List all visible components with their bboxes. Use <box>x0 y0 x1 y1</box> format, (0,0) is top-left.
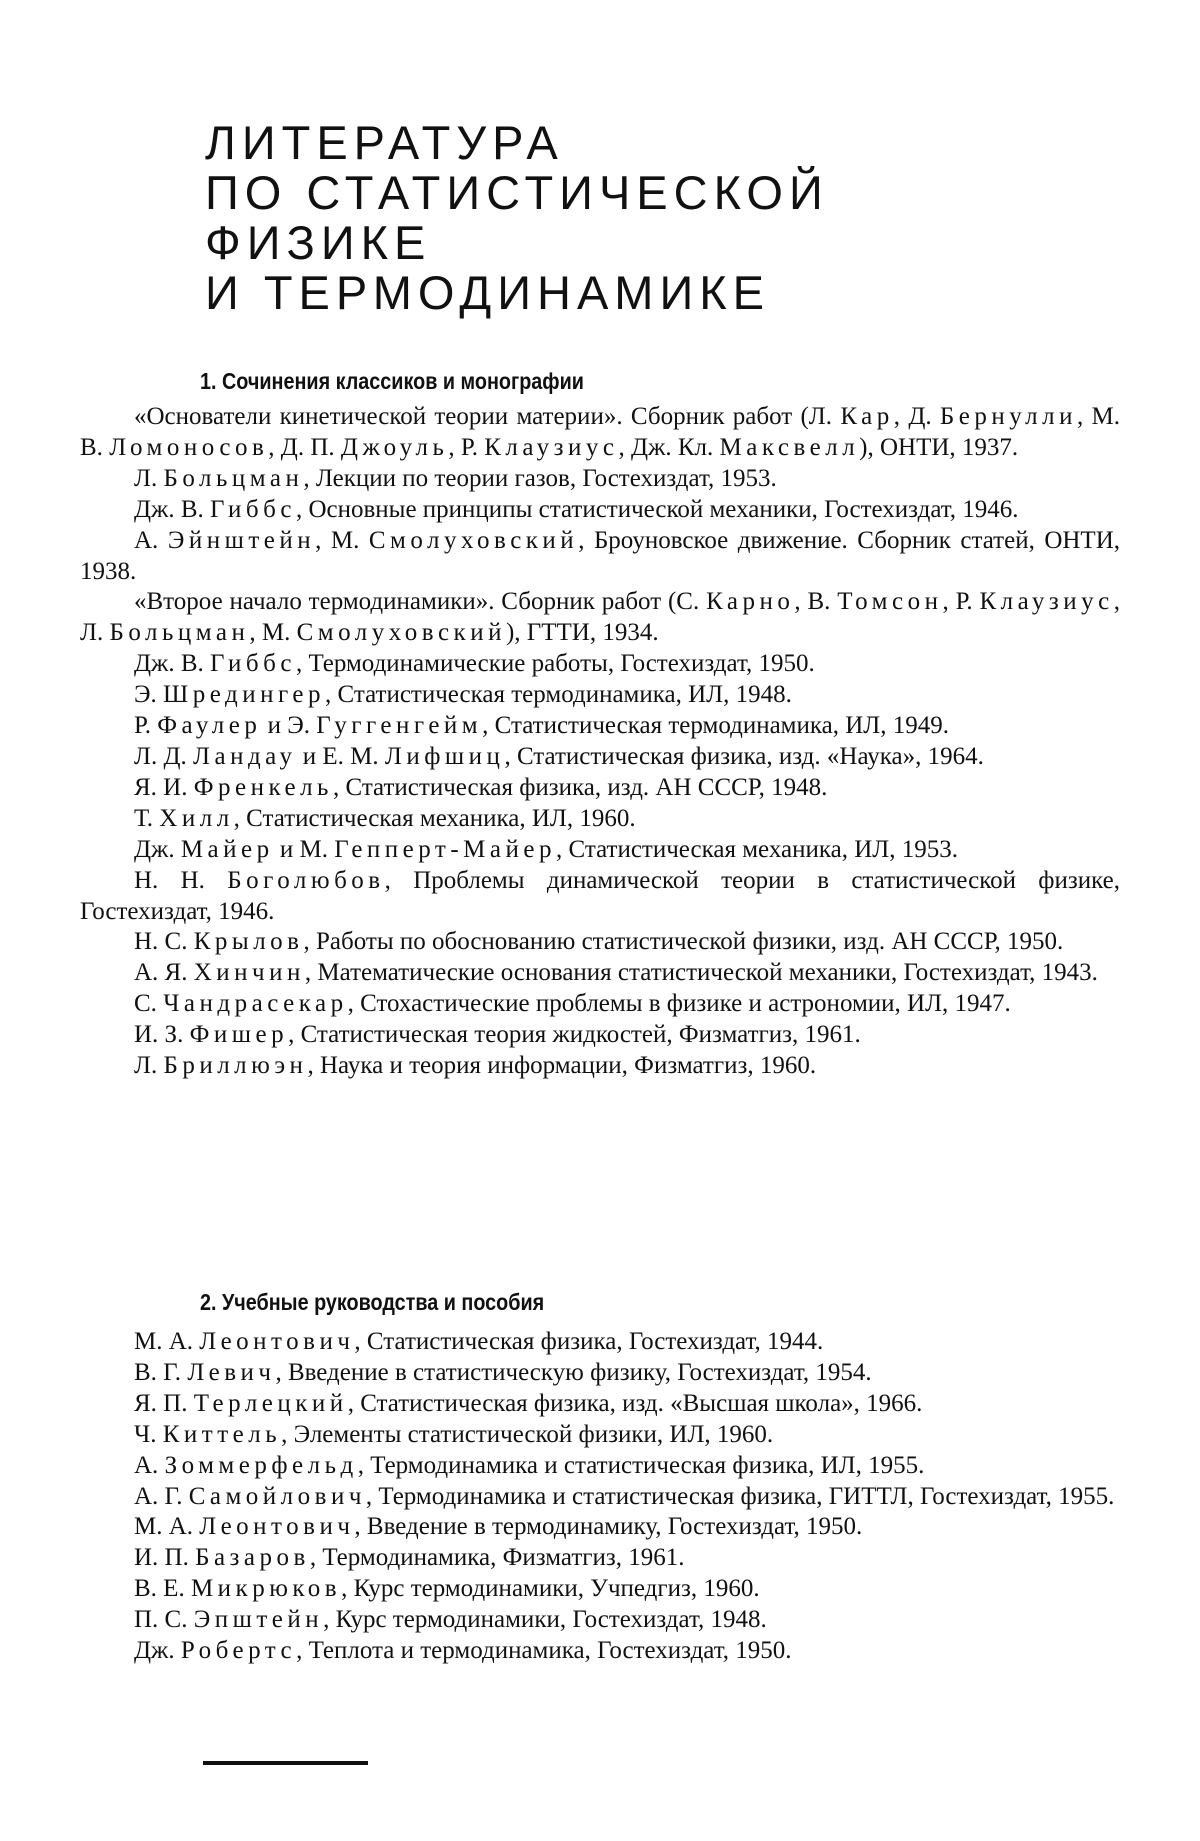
reference-item: М. А. Леонтович, Введение в термодинамику, Гостехиздат, 1950. <box>134 1513 863 1541</box>
reference-item: Дж. Майер и М. Гепперт-Майер, Статистическая механика, ИЛ, 1953. <box>134 835 958 863</box>
reference-item: Дж. В. Гиббс, Термодинамические работы, Гостехиздат, 1950. <box>134 650 815 678</box>
reference-item: Р. Фаулер и Э. Гуггенгейм, Статистическая термодинамика, ИЛ, 1949. <box>134 712 949 740</box>
end-rule-divider <box>203 1761 368 1765</box>
reference-item: С. Чандрасекар, Стохастические проблемы в физике и астрономии, ИЛ, 1947. <box>134 990 1011 1018</box>
reference-item: Э. Шредингер, Статистическая термодинамика, ИЛ, 1948. <box>134 681 792 709</box>
reference-item: Я. П. Терлецкий, Статистическая физика, изд. «Высшая школа», 1966. <box>134 1389 923 1417</box>
reference-item: В. Г. Левич, Введение в статистическую физику, Гостехиздат, 1954. <box>134 1358 872 1386</box>
reference-item: Дж. Робертс, Теплота и термодинамика, Гостехиздат, 1950. <box>134 1637 792 1665</box>
reference-item: Т. Хилл, Статистическая механика, ИЛ, 1960. <box>134 804 636 832</box>
section-heading-classics: 1. Сочинения классиков и монографии <box>200 368 584 394</box>
reference-item: И. П. Базаров, Термодинамика, Физматгиз, 1961. <box>134 1544 685 1572</box>
reference-item: А. Зоммерфельд, Термодинамика и статистическая физика, ИЛ, 1955. <box>134 1451 925 1479</box>
reference-item: «Второе начало термодинамики». Сборник работ (С. Карно, В. Томсон, Р. Клаузиус, Л. Больцман, М. Смолуховский), ГТТИ, 1934. <box>80 588 1121 647</box>
reference-item: Дж. В. Гиббс, Основные принципы статистической механики, Гостехиздат, 1946. <box>134 495 1019 523</box>
title-line: ФИЗИКЕ <box>205 216 432 269</box>
reference-item: М. А. Леонтович, Статистическая физика, Гостехиздат, 1944. <box>134 1328 824 1355</box>
title-line: И ТЕРМОДИНАМИКЕ <box>205 266 770 319</box>
reference-item: Л. Бриллюэн, Наука и теория информации, Физматгиз, 1960. <box>134 1052 817 1080</box>
reference-item: А. Эйнштейн, М. Смолуховский, Броуновское движение. Сборник статей, ОНТИ, 1938. <box>80 526 1121 585</box>
reference-item: А. Г. Самойлович, Термодинамика и статистическая физика, ГИТТЛ, Гостехиздат, 1955. <box>134 1482 1115 1510</box>
reference-item: Н. Н. Боголюбов, Проблемы динамической теории в статистической физике, Гостехиздат, 1946. <box>80 866 1120 925</box>
reference-item: И. З. Фишер, Статистическая теория жидкостей, Физматгиз, 1961. <box>134 1021 861 1049</box>
section-heading-textbooks: 2. Учебные руководства и пособия <box>200 1289 545 1315</box>
reference-item: Л. Больцман, Лекции по теории газов, Гостехиздат, 1953. <box>134 464 777 492</box>
reference-item: Я. И. Френкель, Статистическая физика, изд. АН СССР, 1948. <box>134 773 828 801</box>
reference-item: Н. С. Крылов, Работы по обоснованию статистической физики, изд. АН СССР, 1950. <box>134 928 1064 956</box>
reference-item: П. С. Эпштейн, Курс термодинамики, Гостехиздат, 1948. <box>134 1606 767 1634</box>
reference-list-classics <box>80 402 1120 1082</box>
reference-item: «Основатели кинетической теории материи». Сборник работ (Л. Кар, Д. Бернулли, М. В. Ломоносов, Д. П. Джоуль, Р. Клаузиус, Дж. Кл. Максвелл), ОНТИ, 1937. <box>80 403 1121 461</box>
reference-list-textbooks <box>80 1327 1120 1667</box>
title-line: ПО СТАТИСТИЧЕСКОЙ <box>205 166 829 219</box>
title-line: ЛИТЕРАТУРА <box>205 116 564 169</box>
reference-item: Ч. Киттель, Элементы статистической физики, ИЛ, 1960. <box>134 1420 774 1448</box>
reference-item: А. Я. Хинчин, Математические основания статистической механики, Гостехиздат, 1943. <box>134 959 1098 987</box>
reference-item: Л. Д. Ландау и Е. М. Лифшиц, Статистическая физика, изд. «Наука», 1964. <box>134 742 984 770</box>
reference-item: В. Е. Микрюков, Курс термодинамики, Учпедгиз, 1960. <box>134 1575 760 1603</box>
page-title <box>205 118 829 318</box>
